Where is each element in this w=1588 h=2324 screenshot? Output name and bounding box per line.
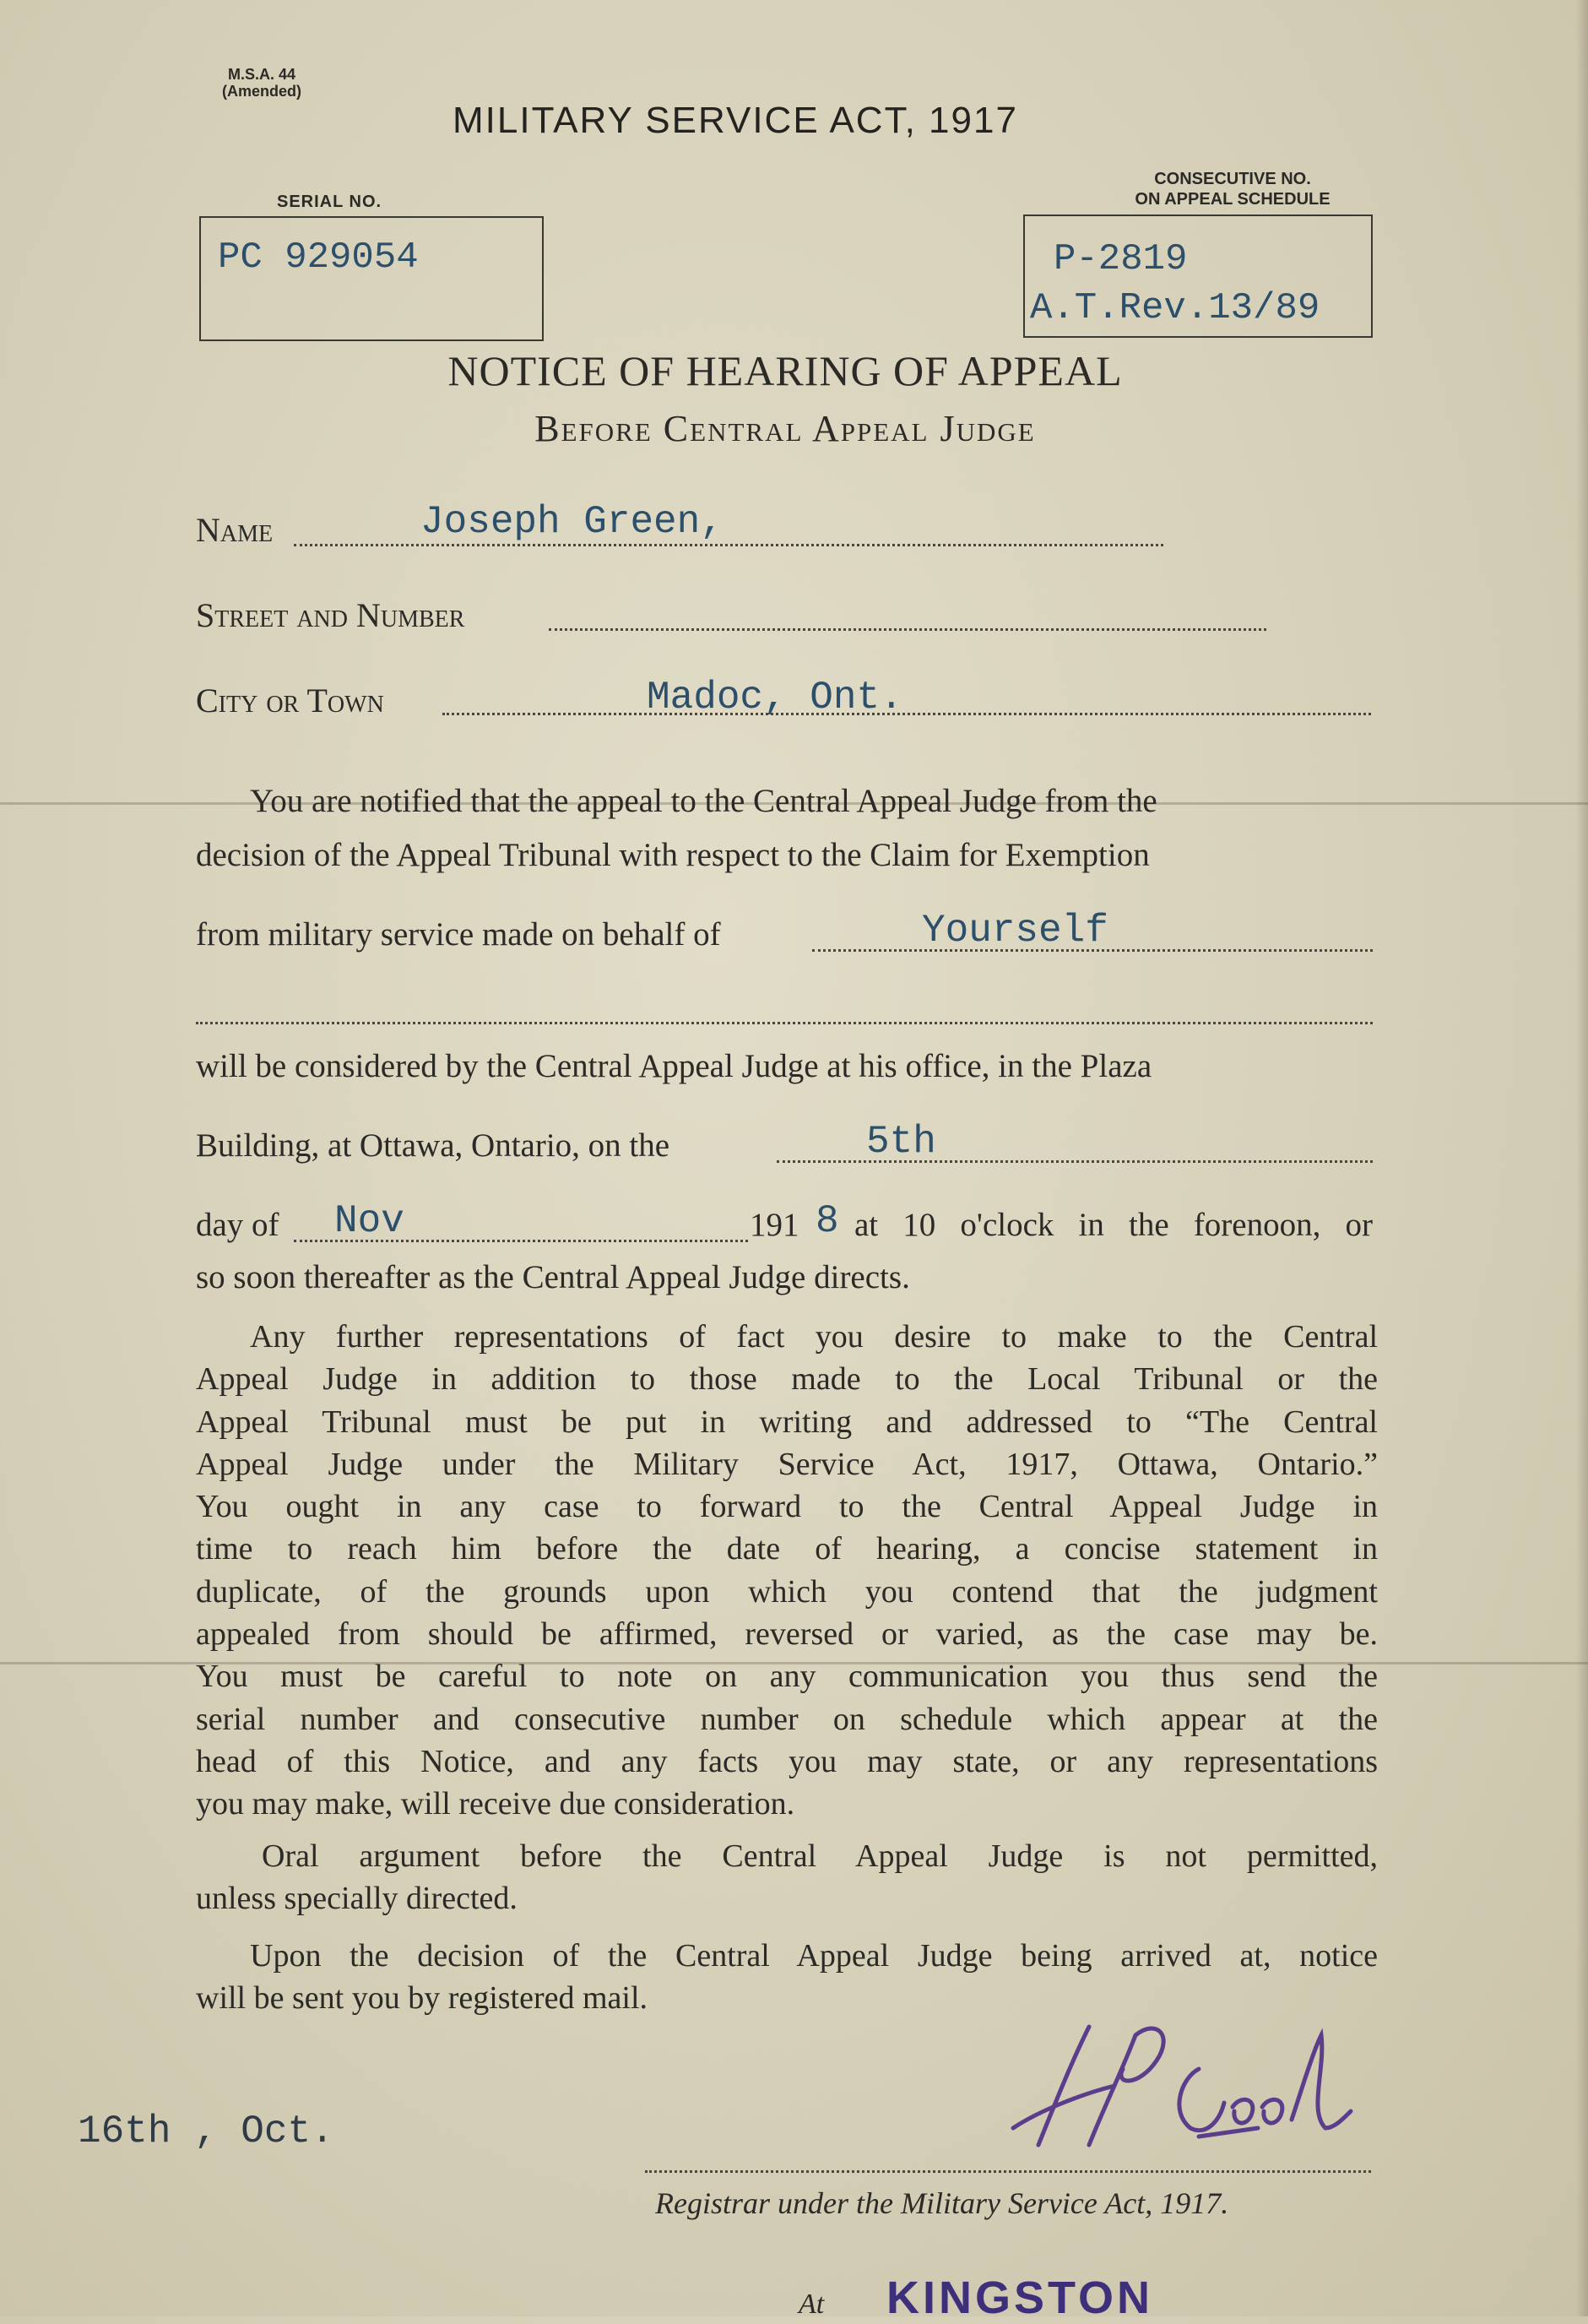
p1-line5: will be considered by the Central Appeal Judge at his office, in the Plaza (196, 1048, 1152, 1084)
consecutive-label-line2: ON APPEAL SCHEDULE (1135, 190, 1331, 209)
street-line (549, 601, 1266, 631)
p2-line: serial number and consecutive number on schedule which appear at the (196, 1701, 1378, 1737)
signature-line (645, 2155, 1371, 2173)
p1-line8: so soon thereafter as the Central Appeal Judge directs. (196, 1259, 910, 1295)
year-digit: 8 (816, 1199, 839, 1243)
stamp-kingston: KINGSTON (886, 2272, 1154, 2323)
city-line (442, 686, 1371, 715)
paragraph-2 (196, 1316, 1378, 1826)
city-label: City or Town (196, 681, 384, 719)
month-value: Nov (334, 1199, 404, 1243)
p2-line: You ought in any case to forward to the Central Appeal Judge in (196, 1489, 1378, 1525)
consecutive-box (1023, 214, 1373, 338)
consecutive-label-line1: CONSECUTIVE NO. (1154, 170, 1311, 188)
p1-line2: decision of the Appeal Tribunal with respect to the Claim for Exemption (196, 837, 1150, 873)
at-label: At (799, 2289, 825, 2320)
act-title: MILITARY SERVICE ACT, 1917 (453, 100, 1018, 141)
city-value: Madoc, Ont. (647, 676, 903, 719)
street-label: Street and Number (196, 596, 465, 634)
behalf-continuation-line (196, 993, 1373, 1024)
p1-line6: Building, at Ottawa, Ontario, on the (196, 1127, 670, 1164)
p2-line: duplicate, of the grounds upon which you contend that the judgment (196, 1573, 1378, 1610)
form-code: M.S.A. 44 (227, 66, 296, 83)
p3-line1: Oral argument before the Central Appeal Judge is not permitted, (262, 1838, 1378, 1874)
year-prefix: 191 (750, 1207, 799, 1243)
p2-line: You must be careful to note on any communication you thus send the (196, 1659, 1378, 1695)
registrar-label: Registrar under the Military Service Act, 1917. (655, 2186, 1229, 2220)
form-amended: (Amended) (222, 83, 301, 100)
behalf-value: Yourself (922, 909, 1108, 953)
p2-line: head of this Notice, and any facts you may state, or any representations (196, 1743, 1378, 1779)
serial-value: PC 929054 (218, 236, 419, 279)
signature-graphic (988, 2001, 1376, 2170)
p2-line: Appeal Tribunal must be put in writing and addressed to “The Central (196, 1404, 1378, 1440)
p1-line1: You are notified that the appeal to the Central Appeal Judge from the (250, 783, 1157, 819)
p1-line3: from military service made on behalf of (196, 916, 721, 953)
notice-subtitle: Before Central Appeal Judge (534, 408, 1036, 449)
name-label: Name (196, 511, 274, 549)
p2-line: Appeal Judge under the Military Service Act, 1917, Ottawa, Ontario.” (196, 1446, 1378, 1482)
date-value: 16th , Oct. (78, 2110, 334, 2153)
consecutive-value-2: A.T.Rev.13/89 (1030, 287, 1320, 329)
p2-line: Appeal Judge in addition to those made to the Local Tribunal or the (196, 1361, 1378, 1398)
name-value: Joseph Green, (420, 500, 724, 544)
notice-title: NOTICE OF HEARING OF APPEAL (447, 347, 1123, 394)
p2-line: you may make, will receive due consideration. (196, 1786, 795, 1822)
p4-line1: Upon the decision of the Central Appeal Judge being arrived at, notice (250, 1938, 1378, 1974)
p1-line7c: at 10 o'clock in the forenoon, or (854, 1207, 1373, 1243)
form-code-block (203, 66, 321, 100)
p4-line2: will be sent you by registered mail. (196, 1980, 648, 2016)
serial-box (199, 216, 544, 341)
consecutive-value-1: P-2819 (1054, 238, 1188, 280)
serial-label: SERIAL NO. (277, 193, 382, 211)
p3-line2: unless specially directed. (196, 1881, 518, 1916)
day-value: 5th (866, 1120, 936, 1164)
p2-line: appealed from should be affirmed, reversed or varied, as the case may be. (196, 1616, 1378, 1653)
p2-line: Any further representations of fact you desire to make to the Central (250, 1319, 1378, 1355)
p2-line: time to reach him before the date of hearing, a concise statement in (196, 1531, 1378, 1567)
consecutive-label (1072, 169, 1393, 209)
day-of-label: day of (196, 1207, 279, 1243)
page-edge-shadow (1576, 0, 1588, 2316)
